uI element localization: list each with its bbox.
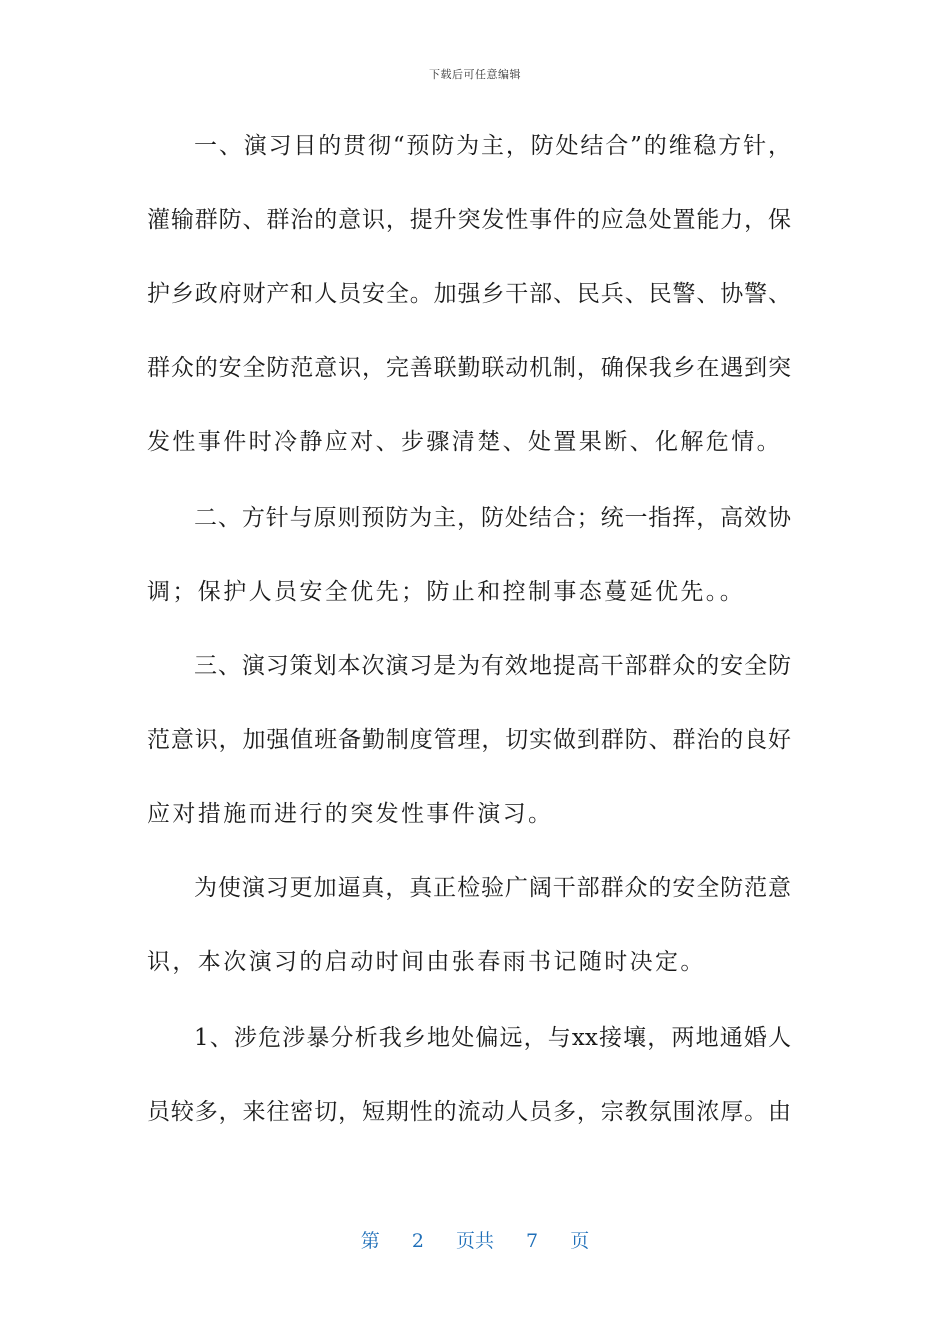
- paragraph-3-line-3: 应对措施而进行的突发性事件演习。: [147, 801, 554, 827]
- paragraph-3-line-2: 范意识，加强值班备勤制度管理，切实做到群防、群治的良好: [147, 727, 791, 753]
- footer-total-pages: 7: [526, 1230, 539, 1252]
- paragraph-5-line-1: 1、涉危涉暴分析我乡地处偏远，与xx接壤，两地通婚人: [194, 1025, 791, 1051]
- paragraph-1-line-5: 发性事件时冷静应对、步骤清楚、处置果断、化解危情。: [147, 429, 782, 455]
- footer-label-page: 第: [360, 1230, 380, 1252]
- footer-label-page-of: 页共: [455, 1230, 494, 1252]
- paragraph-4-line-2: 识，本次演习的启动时间由张春雨书记随时决定。: [147, 949, 706, 975]
- paragraph-2-line-2: 调；保护人员安全优先；防止和控制事态蔓延优先。。: [147, 579, 746, 605]
- paragraph-5-line-2: 员较多，来往密切，短期性的流动人员多，宗教氛围浓厚。由: [147, 1099, 791, 1125]
- paragraph-4-line-1: 为使演习更加逼真，真正检验广阔干部群众的安全防范意: [194, 875, 791, 901]
- footer-current-page: 2: [411, 1230, 424, 1252]
- paragraph-1-line-1: 一、演习目的贯彻“预防为主，防处结合”的维稳方针，: [194, 133, 791, 159]
- paragraph-1-line-2: 灌输群防、群治的意识，提升突发性事件的应急处置能力，保: [147, 207, 791, 233]
- page-number-footer: [0, 1226, 950, 1253]
- page-header-note: 下载后可任意编辑: [429, 68, 521, 81]
- paragraph-1-line-4: 群众的安全防范意识，完善联勤联动机制，确保我乡在遇到突: [147, 355, 791, 381]
- paragraph-3-line-1: 三、演习策划本次演习是为有效地提高干部群众的安全防: [194, 653, 791, 679]
- paragraph-2-line-1: 二、方针与原则预防为主，防处结合；统一指挥，高效协: [194, 505, 791, 531]
- paragraph-1-line-3: 护乡政府财产和人员安全。加强乡干部、民兵、民警、协警、: [147, 281, 791, 307]
- footer-label-end: 页: [570, 1230, 590, 1252]
